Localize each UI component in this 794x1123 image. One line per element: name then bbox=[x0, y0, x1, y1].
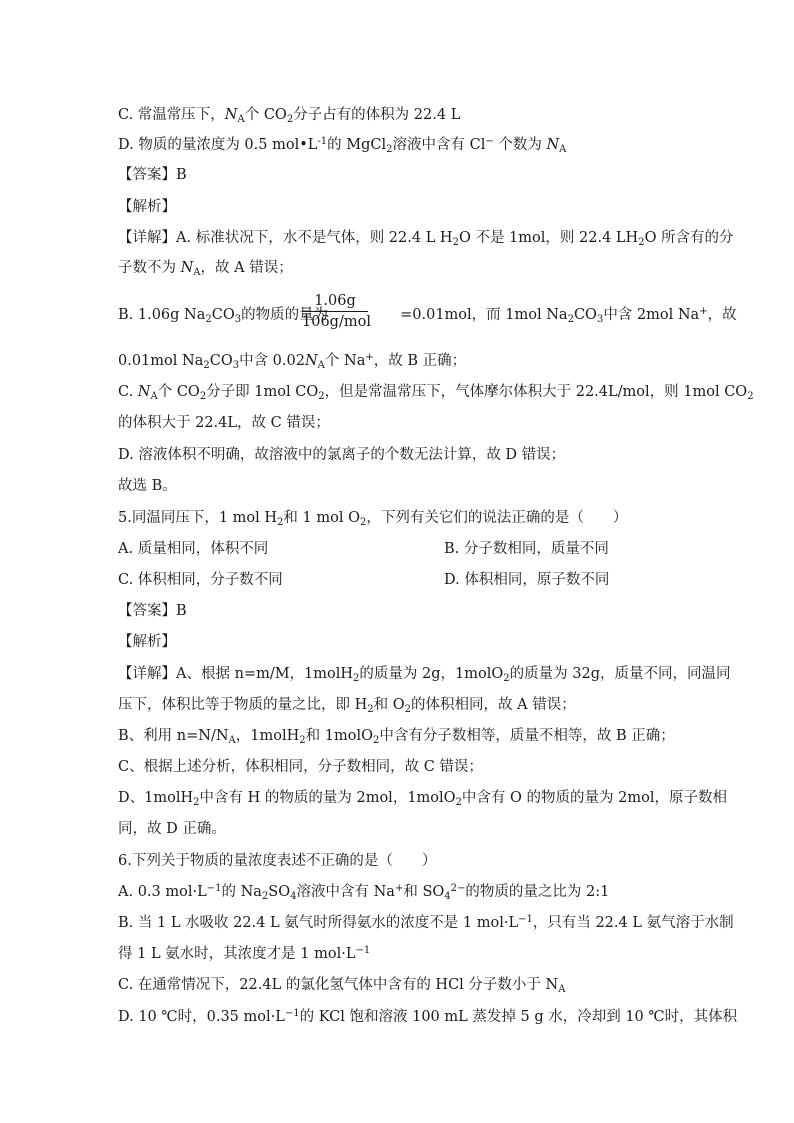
q4-detail-d: D. 溶液体积不明确，故溶液中的氯离子的个数无法计算，故 D 错误； bbox=[118, 447, 566, 463]
q6-option-b-line1: B. 当 1 L 水吸收 22.4 L 氨气时所得氨水的浓度不是 1 $mol\cdot L^{-1}$，只有当 22.4 L 氨气溶于水制 bbox=[118, 914, 734, 931]
molar-fraction bbox=[302, 292, 371, 331]
q4-answer: 【答案】B bbox=[118, 167, 187, 183]
q5-detail-a-line2: 压下，体积比等于物质的量之比，即 $H_2$和 $O_2$的体积相同，故 A 错误； bbox=[118, 697, 576, 715]
q6-option-c: C. 在通常情况下，22.4L 的氯化氢气体中含有的 HCl 分子数小于 $N_A$ bbox=[118, 977, 566, 995]
q5-detail-d-line2: 同，故 D 正确。 bbox=[118, 821, 226, 837]
fraction-numerator: 1.06g bbox=[302, 292, 368, 312]
q6-option-a: A. 0.3 $mol\cdot L^{-1}$的 $Na_2SO_4$溶液中含有 Na+和 $SO_4^{2-}$的物质的量之比为 2:1 bbox=[118, 883, 610, 902]
q4-option-d: D. 物质的量浓度为 0.5 $mol•L^{-1}$的 MgCl$_2$溶液中含有 Cl− 个数为 $N_A$ bbox=[118, 136, 567, 155]
q5-detail-c: C、根据上述分析，体积相同，分子数相同，故 C 错误； bbox=[118, 759, 483, 775]
q5-option-b: B. 分子数相同，质量不同 bbox=[444, 541, 609, 557]
fraction-denominator: 106g/mol bbox=[302, 314, 371, 330]
q4-conclusion: 故选 B。 bbox=[118, 478, 177, 494]
q6-stem: 6.下列关于物质的量浓度表述不正确的是（ ） bbox=[118, 853, 437, 869]
q5-option-d: D. 体积相同，原子数不同 bbox=[444, 572, 610, 588]
q5-detail-b: B、利用 $n=N/N_A$，1molH$_2$和 1molO$_2$中含有分子数相等，质量不相等，故 B 正确； bbox=[118, 728, 675, 746]
q4-analysis-heading: 【解析】 bbox=[118, 199, 176, 215]
q4-detail-a-line2: 子数不为 $N_A$，故 A 错误； bbox=[118, 260, 293, 278]
q4-detail-c-line1: C. $N_A$个 $CO_2$分子即 1mol $CO_2$，但是常温常压下，气体摩尔体积大于 22.4L/mol，则 1mol $CO_2$ bbox=[118, 384, 754, 402]
q4-detail-b-line1: B. 1.06g $Na_2CO_3$的物质的量为 =0.01mol，而 1mol $Na_2CO_3$中含 2mol Na+，故 bbox=[118, 306, 737, 325]
q5-analysis-heading: 【解析】 bbox=[118, 634, 176, 650]
q4-detail-c-line2: 的体积大于 22.4L，故 C 错误； bbox=[118, 415, 330, 431]
q6-option-b-line2: 得 1 L 氨水时，其浓度才是 1 $mol\cdot L^{-1}$ bbox=[118, 945, 371, 962]
q6-option-d: D. 10 ℃时，0.35 $mol\cdot L^{-1}$的 KCl 饱和溶液 100 mL 蒸发掉 5 g 水，冷却到 10 ℃时，其体积 bbox=[118, 1008, 738, 1025]
q5-option-a: A. 质量相同，体积不同 bbox=[118, 541, 269, 557]
q4-detail-b-line2: 0.01mol $Na_2CO_3$中含 $0.02N_A$个 Na+，故 B 正确； bbox=[118, 352, 467, 371]
q4-detail-a-line1: 【详解】A. 标准状况下，水不是气体，则 22.4 L $H_2O$ 不是 1mol，则 22.4 $LH_2O$ 所含有的分 bbox=[118, 230, 734, 248]
q4-option-c: C. 常温常压下，$N_A$个 $CO_2$分子占有的体积为 22.4 L bbox=[118, 107, 461, 125]
q5-stem: 5.同温同压下，1 mol $H_2$和 1 mol $O_2$，下列有关它们的说法正确的是（ ） bbox=[118, 510, 628, 528]
q5-option-c: C. 体积相同，分子数不同 bbox=[118, 572, 283, 588]
q5-detail-a-line1: 【详解】A、根据 n=m/M，1molH$_2$的质量为 2g，1molO$_2$的质量为 32g，质量不同，同温同 bbox=[118, 666, 731, 684]
q5-answer: 【答案】B bbox=[118, 603, 187, 619]
q5-detail-d-line1: D、1molH$_2$中含有 H 的物质的量为 2mol，1molO$_2$中含有 O 的物质的量为 2mol，原子数相 bbox=[118, 790, 727, 808]
